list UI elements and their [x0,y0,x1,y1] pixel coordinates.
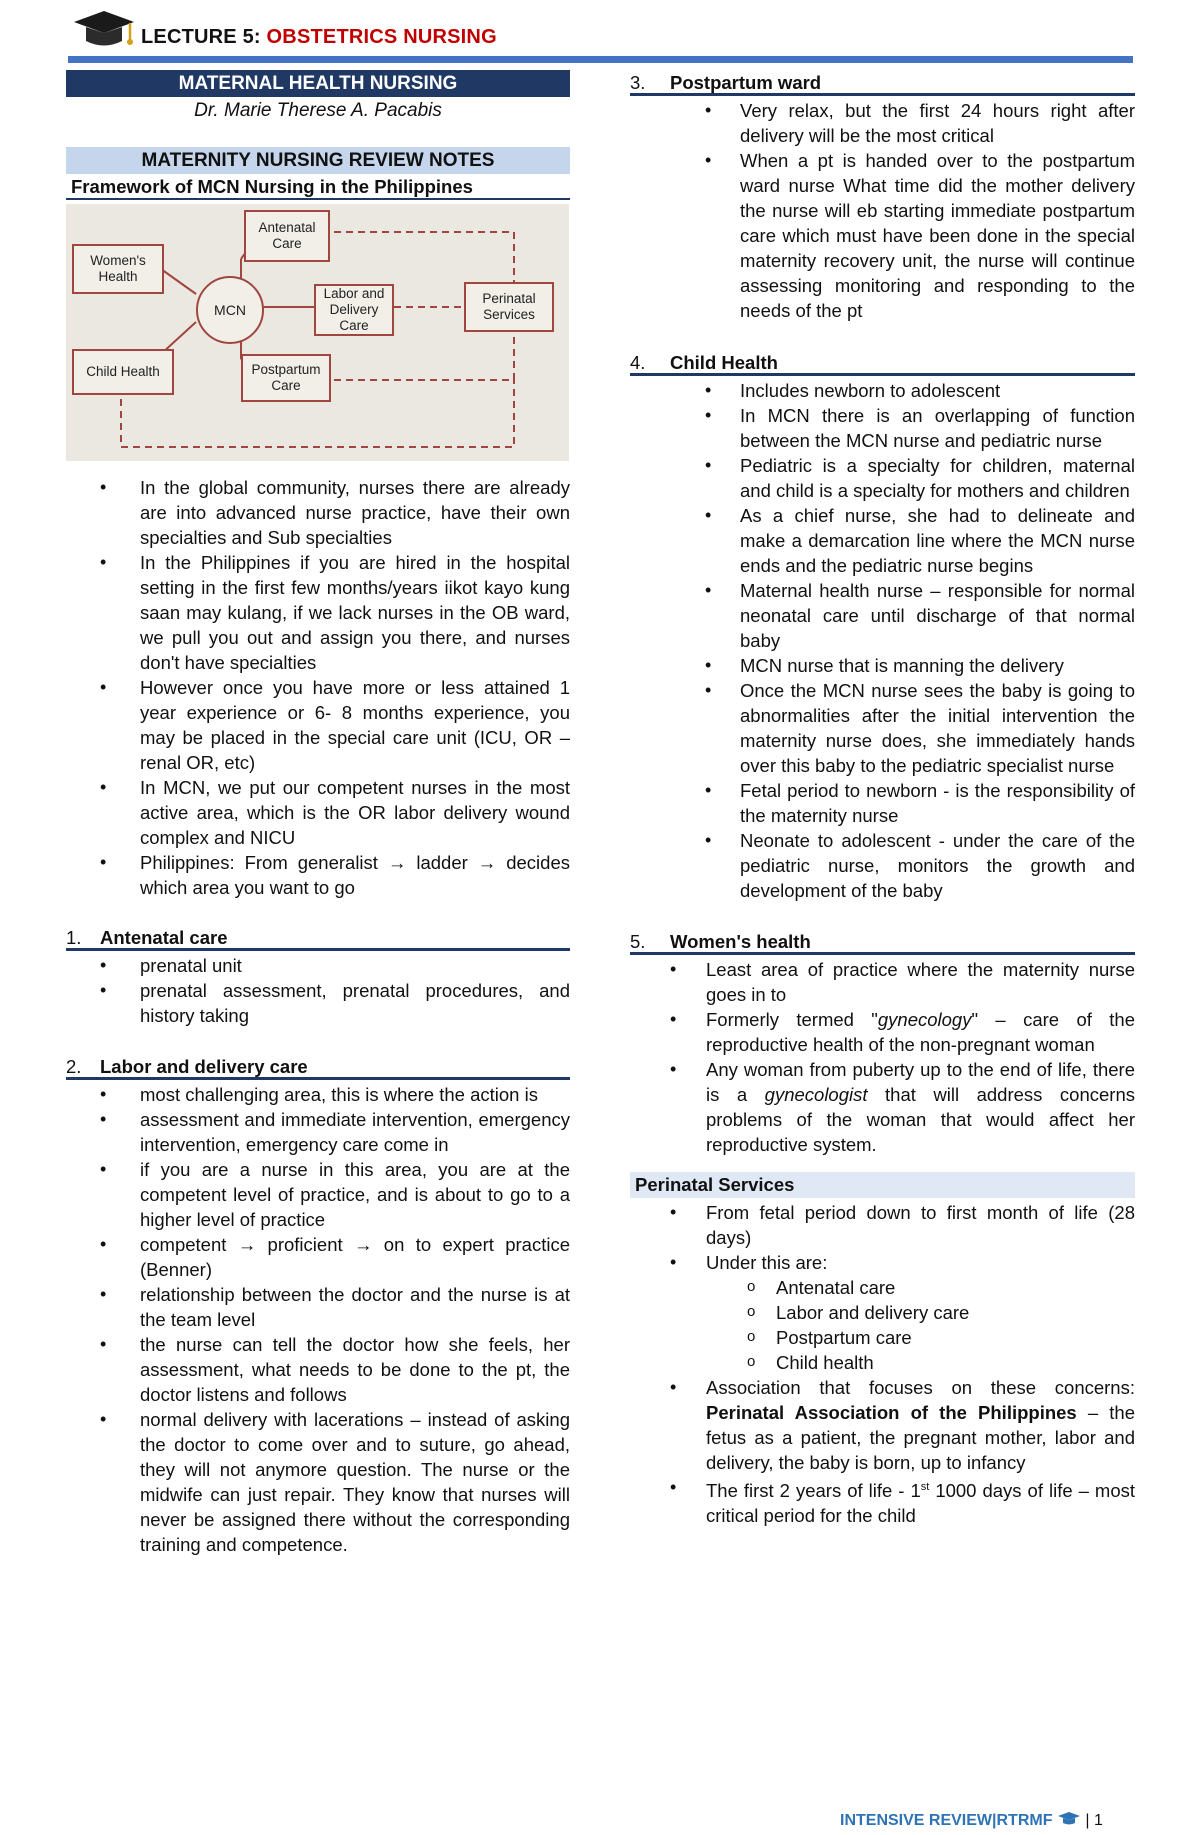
list-item: • Formerly termed "gynecology" – care of the reproductive health of the non-pregnant woman [630,1007,1135,1057]
list-item: • In MCN there is an overlapping of function between the MCN nurse and pediatric nurse [630,403,1135,453]
framework-title: Framework of MCN Nursing in the Philippines [66,174,570,200]
list-item: • Association that focuses on these concerns: Perinatal Association of the Philippines – the fetus as a patient, the pregnant mother, labor and delivery, the baby is born, up to infancy [630,1375,1135,1475]
list-item: • Pediatric is a specialty for children, maternal and child is a specialty for mothers and children [630,453,1135,503]
list-item: • Maternal health nurse – responsible for normal neonatal care until discharge of that normal baby [630,578,1135,653]
graduation-cap-icon [1057,1811,1081,1827]
sub-list-item: o Postpartum care [706,1325,1135,1350]
list-item: • From fetal period down to first month of life (28 days) [630,1200,1135,1250]
list-item: • Once the MCN nurse sees the baby is going to abnormalities after the initial intervention the maternity nurse does, she immediately hands over this baby to the pediatric specialist nurse [630,678,1135,778]
list-item: • prenatal unit [66,953,570,978]
list-item: • In the global community, nurses there are already are into advanced nurse practice, have their own specialties and Sub specialties [66,475,570,550]
list-item: • if you are a nurse in this area, you are at the competent level of practice, and is about to go to a higher level of practice [66,1157,570,1232]
section-heading-child-health: 4. Child Health [630,350,1135,376]
page-footer [840,1811,1103,1830]
author-name: Dr. Marie Therese A. Pacabis [194,100,442,121]
list-item: • most challenging area, this is where the action is [66,1082,570,1107]
section-heading-perinatal: Perinatal Services [630,1172,1135,1198]
list-item: • The first 2 years of life - 1st 1000 days of life – most critical period for the child [630,1475,1135,1528]
lecture-title: LECTURE 5: OBSTETRICS NURSING [141,26,497,48]
perinatal-sub-list [706,1275,1135,1375]
list-item: • When a pt is handed over to the postpartum ward nurse What time did the mother delivery the nurse will eb starting immediate postpartum care which must have been done in the special maternity recovery unit, the nurse will continue assessing monitoring and responding to the needs of the pt [630,148,1135,323]
list-item: • However once you have more or less attained 1 year experience or 6- 8 months experience, you may be placed in the special care unit (ICU, OR – renal OR, etc) [66,675,570,775]
diagram-node-child-health: Child Health [72,349,174,395]
child-health-bullet-list [630,378,1135,903]
diagram-node-perinatal: Perinatal Services [464,282,554,332]
diagram-node-antenatal: Antenatal Care [244,210,330,262]
page-number: | 1 [1085,1812,1103,1829]
list-item: • Any woman from puberty up to the end of life, there is a gynecologist that will address concerns problems of the woman that would affect her reproductive system. [630,1057,1135,1157]
list-item: • In the Philippines if you are hired in the hospital setting in the first few months/years iikot kayo kung saan may kulang, if we lack nurses in the OB ward, we pull you out and assign you there, and nurses don't have specialties [66,550,570,675]
list-item: • Includes newborn to adolescent [630,378,1135,403]
section-heading-antenatal: 1. Antenatal care [66,925,570,951]
right-column [630,70,1135,1528]
review-notes-banner: MATERNITY NURSING REVIEW NOTES [66,147,570,174]
list-item: • Under this are: o Antenatal care o Labor and delivery care o Postpartum care o Child health [630,1250,1135,1375]
sub-list-item: o Child health [706,1350,1135,1375]
list-item: • Fetal period to newborn - is the responsibility of the maternity nurse [630,778,1135,828]
diagram-node-womens-health: Women's Health [72,244,164,294]
list-item: • In MCN, we put our competent nurses in the most active area, which is the OR labor delivery wound complex and NICU [66,775,570,850]
diagram-node-postpartum: Postpartum Care [241,354,331,402]
header-divider [68,56,1133,63]
list-item: • Neonate to adolescent - under the care of the pediatric nurse, monitors the growth and development of the baby [630,828,1135,903]
list-item: • the nurse can tell the doctor how she feels, her assessment, what needs to be done to the pt, the doctor listens and follows [66,1332,570,1407]
list-item: • relationship between the doctor and the nurse is at the team level [66,1282,570,1332]
labor-delivery-bullet-list [66,1082,570,1557]
sub-list-item: o Labor and delivery care [706,1300,1135,1325]
graduation-cap-icon [68,8,140,60]
intro-bullet-list [66,475,570,900]
list-item: • Least area of practice where the maternity nurse goes in to [630,957,1135,1007]
list-item: • Very relax, but the first 24 hours right after delivery will be the most critical [630,98,1135,148]
section-heading-postpartum: 3. Postpartum ward [630,70,1135,96]
diagram-node-mcn: MCN [196,276,264,344]
list-item: • Philippines: From generalist → ladder → decides which area you want to go [66,850,570,900]
footer-brand: INTENSIVE REVIEW|RTRMF [840,1812,1053,1829]
sub-list-item: o Antenatal care [706,1275,1135,1300]
list-item: • assessment and immediate intervention, emergency intervention, emergency care come in [66,1107,570,1157]
section-banner: MATERNAL HEALTH NURSING [66,70,570,97]
list-item: • normal delivery with lacerations – instead of asking the doctor to come over and to suture, go ahead, they will not anymore question. The nurse or the midwife can just repair. They know that nurses will never be assigned there without the corresponding training and competence. [66,1407,570,1557]
list-item: • MCN nurse that is manning the delivery [630,653,1135,678]
perinatal-bullet-list [630,1200,1135,1528]
page-header [68,6,1133,64]
list-item: • As a chief nurse, she had to delineate and make a demarcation line where the MCN nurse ends and the pediatric nurse begins [630,503,1135,578]
diagram-node-labor-delivery: Labor and Delivery Care [314,284,394,336]
section-heading-womens-health: 5. Women's health [630,929,1135,955]
section-heading-labor-delivery: 2. Labor and delivery care [66,1054,570,1080]
mcn-framework-diagram [66,204,569,461]
womens-health-bullet-list [630,957,1135,1157]
antenatal-bullet-list [66,953,570,1028]
left-column [66,70,570,1557]
list-item: • competent → proficient → on to expert practice (Benner) [66,1232,570,1282]
list-item: • prenatal assessment, prenatal procedures, and history taking [66,978,570,1028]
postpartum-bullet-list [630,98,1135,323]
